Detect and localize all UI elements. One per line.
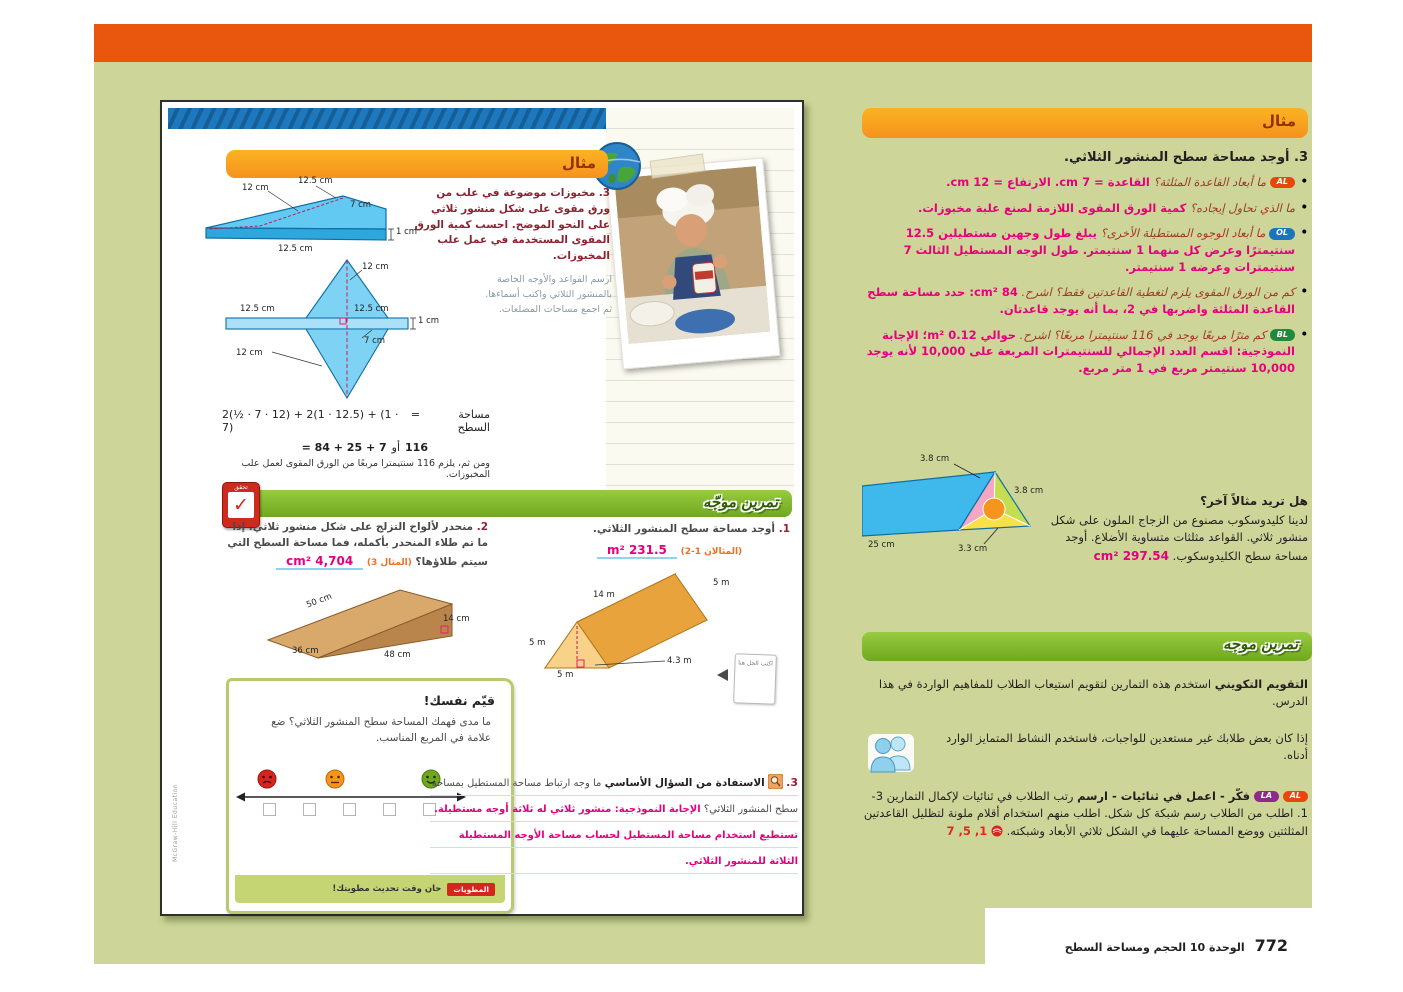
pair-students-icon <box>868 732 914 774</box>
think-pair-draw <box>862 788 1308 840</box>
equation-result: 116 <box>405 441 428 454</box>
foldables-tag: المطويات <box>447 883 495 896</box>
problem2-statement <box>226 520 488 570</box>
equation-sum: = 84 + 25 + 7 <box>301 441 387 454</box>
al-badge: AL <box>1270 177 1295 189</box>
problem1-figure <box>527 560 737 682</box>
rating-checkbox-1[interactable] <box>263 803 276 816</box>
pairs-lead: فكّر - اعمل في ثنائيات - ارسم <box>1077 789 1251 803</box>
problem3-text: مخبوزات موضوعة في علب من ورق مقوى على شكل منشور ثلاثي على النحو الموضح. احسب كمية الورق المقوى المستخدمة في عمل علب المخبوزات. <box>414 187 610 262</box>
net-dim-bottom: 12 cm <box>236 348 263 358</box>
bullet-question: كم مترًا مربعًا يوجد في 116 سنتيمترا مربعًا؟ اشرح. <box>1019 327 1267 342</box>
check-stamp-label: تحقق <box>234 484 248 491</box>
solve-here-tag: اكتب الحل هنا <box>733 653 777 704</box>
equation-or: أو <box>391 441 401 454</box>
problem2-example-ref: (المثال 3) <box>366 557 412 568</box>
bullet-answer: كمية الورق المقوى اللازمة لصنع علبة مخبوزات. <box>917 200 1187 215</box>
kal-dim-length: 25 cm <box>868 540 895 550</box>
p2-dim-slope: 50 cm <box>305 591 334 611</box>
sidebar-guided-banner <box>862 632 1312 661</box>
bullet-answer: 84 cm²: حدد مساحة سطح القاعدة المثلثة واضربها في 2، بما أنه يوجد قاعدتان. <box>867 285 1295 317</box>
pairs-text: رتب الطلاب في ثنائيات لإكمال التمارين 3-1. اطلب من الطلاب رسم شبكة كل شكل. اطلب منهم استخدام أقلام ملونة لتظليل القاعدتين المثلثتين ووضع المساحة عليهما في الشكل ثلاثي الأبعاد وشبكته. <box>863 789 1308 838</box>
net-dim-base: 7 cm <box>364 336 386 346</box>
net-dim-top: 12 cm <box>362 262 389 272</box>
kal-dim-right: 3.8 cm <box>1014 486 1044 496</box>
equation-line1 <box>222 408 490 434</box>
bullet-item <box>862 174 1308 191</box>
problem3-number: 3. <box>598 187 610 199</box>
bullet-question: ما أبعاد الوجوه المستطيلة الأخرى؟ <box>1100 226 1266 241</box>
prism-dim-slant: 12 cm <box>242 183 269 193</box>
p2-dim-bottom: 48 cm <box>384 650 411 660</box>
rate-yourself-title: قيّم نفسك! <box>423 693 495 708</box>
equals-sign: = <box>410 408 421 421</box>
formative-lead: التقويم التكويني <box>1214 677 1308 691</box>
prism-dim-top: 12.5 cm <box>298 176 333 186</box>
top-orange-band <box>94 24 1312 62</box>
problem1-text: أوجد مساحة سطح المنشور الثلاثي. <box>592 523 776 535</box>
prism-dim-edge: 1 cm <box>396 227 418 237</box>
p1-dim-length: 14 m <box>593 590 615 600</box>
more-example-paragraph <box>1032 512 1308 565</box>
problem2-number: 2. <box>476 521 488 533</box>
more-example-answer: 297.54 cm² <box>1093 548 1170 563</box>
formative-assessment <box>862 676 1308 711</box>
kal-dim-top: 3.8 cm <box>920 454 950 464</box>
rating-checkbox-2[interactable] <box>303 803 316 816</box>
net-dim-edge: 1 cm <box>418 316 440 326</box>
bullet-item <box>862 284 1308 317</box>
arrow-left-icon <box>716 668 730 682</box>
neutral-face-icon <box>325 769 345 789</box>
bullet-answer: يبلغ طول وجهين مستطيلين 12.5 سنتيمترًا وعرض كل منهما 1 سنتيمتر. طول الوجه المستطيل الثالث 7 سنتيمترات وعرضه 1 سنتيمتر. <box>903 226 1295 274</box>
conclusion-text: ومن ثم، يلزم 116 سنتيمترا مربعًا من الورق المقوى لعمل علب المخبوزات. <box>241 458 490 480</box>
bullet-question: ما الذي تحاول إيجاده؟ <box>1190 200 1295 215</box>
more-example-heading: هل تريد مثالاً آخر؟ <box>1200 494 1308 508</box>
bl-badge: BL <box>1270 329 1295 341</box>
example-banner-label: مثال <box>561 154 596 172</box>
problem2-answer: 4,704 cm² <box>276 554 363 570</box>
bullet-answer: حوالي 0.12 m²؛ الإجابة النموذجية: اقسم العدد الإجمالي للسنتيمترات المربعة على 10,000 لأنه يوجد 10,000 سنتيمتر مربع في 1 متر مربع. <box>866 327 1295 376</box>
bullet-item <box>862 327 1308 377</box>
pairs-exercises: 1, 5, 7 <box>946 823 988 838</box>
net-figure-drawing <box>222 254 512 406</box>
al-badge: AL <box>1283 791 1308 803</box>
checkmark-icon <box>228 492 254 518</box>
page-footer <box>1020 936 1288 955</box>
problem3eq-answer: الإجابة النموذجية: منشور ثلاثي له ثلاثة أوجه مستطيلة. تستطيع استخدام مساحة المستطيل لحساب مساحة الأوجه المستطيلة الثلاثة للمنشور الثلاثي. <box>434 804 798 867</box>
kal-dim-bottom: 3.3 cm <box>958 544 988 554</box>
problem3-essential-question <box>430 770 798 878</box>
p1-dim-left: 5 m <box>529 638 546 648</box>
problem1-answer: 231.5 m² <box>597 543 677 559</box>
p1-dim-base: 4.3 m <box>667 656 692 666</box>
ol-badge: OL <box>1269 228 1295 240</box>
problem1-number: 1. <box>778 523 790 535</box>
p2-dim-height: 14 cm <box>443 614 470 624</box>
rating-checkbox-3[interactable] <box>343 803 356 816</box>
equation-line2 <box>222 441 428 454</box>
p2-dim-left: 36 cm <box>292 646 319 656</box>
sidebar-heading: 3. أوجد مساحة سطح المنشور الثلاثي. <box>1064 150 1308 165</box>
surface-area-equation <box>222 408 490 454</box>
example-banner <box>226 150 608 178</box>
footer-page-number: 772 <box>1254 936 1288 955</box>
foldables-text: حان وقت تحديث مطويتك! <box>332 884 442 894</box>
problem2-text: منحدر لألواح التزلج على شكل منشور ثلاثي. إذا ما تم طلاء المنحدر بأكمله، فما مساحة السطح التي سيتم طلاؤها؟ <box>227 521 488 568</box>
margin-note: ارسم القواعد والأوجه الخاصة بالمنشور الثلاثي واكتب أسماءها. ثم اجمع مساحات المضلعات. <box>485 274 612 316</box>
chef-photo-image <box>614 166 770 344</box>
problem1-figure-drawing <box>527 560 737 682</box>
student-book-page <box>160 100 804 916</box>
more-example-text: لدينا كليدوسكوب مصنوع من الزجاج الملون على شكل منشور ثلاثي. القواعد مثلثات متساوية الأضلاع. أوجد مساحة سطح الكليدوسكوب. <box>1050 513 1308 563</box>
intelligences-icon <box>991 825 1003 837</box>
bullet-question: كم من الورق المقوى يلزم لتغطية القاعدتين فقط؟ اشرح. <box>1021 285 1295 300</box>
net-dim-right: 12.5 cm <box>354 304 389 314</box>
problem3eq-number: 3. <box>786 776 798 789</box>
problem2-figure <box>262 584 487 669</box>
problem3eq-question: ما وجه ارتباط مساحة المستطيل بمساحة سطح المنشور الثلاثي؟ <box>431 778 798 815</box>
rating-checkbox-4[interactable] <box>383 803 396 816</box>
differentiated-note: إذا كان بعض طلابك غير مستعدين للواجبات، فاستخدم النشاط المتمايز الوارد أدناه. <box>946 731 1308 763</box>
footer-unit-text: الوحدة 10 الحجم ومساحة السطح <box>1064 941 1245 954</box>
sad-face-icon <box>257 769 277 789</box>
net-dim-left: 12.5 cm <box>240 304 275 314</box>
problem2-figure-drawing <box>262 584 487 669</box>
bullet-item <box>862 225 1308 275</box>
equation-lhs: مساحة السطح <box>457 408 490 434</box>
net-figure <box>222 254 512 406</box>
magnifier-icon <box>768 774 783 789</box>
teacher-notes-sidebar <box>862 104 1312 924</box>
problem1-example-ref: (المثالان 1-2) <box>680 546 743 557</box>
sidebar-guided-title: تمرين موجه <box>1222 635 1298 653</box>
problem3eq-lead: الاستفادة من السؤال الأساسي <box>604 777 765 789</box>
prism-dim-bottom: 12.5 cm <box>278 244 313 254</box>
prism-dim-side: 7 cm <box>350 200 372 210</box>
bullet-answer: القاعدة = 7 cm. الارتفاع = 12 cm. <box>946 175 1150 189</box>
formative-text: استخدم هذه التمارين لتقويم استيعاب الطلاب للمفاهيم الواردة في هذا الدرس. <box>878 677 1308 709</box>
sidebar-example-label: مثال <box>1261 112 1296 130</box>
rate-yourself-text: ما مدى فهمك المساحة سطح المنشور الثلاثي؟ ضع علامة في المربع المناسب. <box>271 716 491 745</box>
guided-practice-title: تمرين موجّه <box>702 493 778 511</box>
p1-dim-top: 5 m <box>713 578 730 588</box>
problem1-statement <box>542 522 790 560</box>
sidebar-example-banner <box>862 108 1308 138</box>
equation-rhs: 2(½ · 7 · 12) + 2(1 · 12.5) + (1 · 7) <box>222 408 399 434</box>
foldables-strip <box>235 875 505 903</box>
bullet-item <box>862 200 1308 217</box>
guided-practice-banner <box>230 490 792 517</box>
copyright-text: McGraw-Hill Education <box>172 783 179 862</box>
p1-dim-bottom: 5 m <box>557 670 574 680</box>
bullet-question: ما أبعاد القاعدة المثلثة؟ <box>1153 175 1267 189</box>
la-badge: LA <box>1254 791 1279 803</box>
sidebar-bullet-list <box>862 174 1308 386</box>
